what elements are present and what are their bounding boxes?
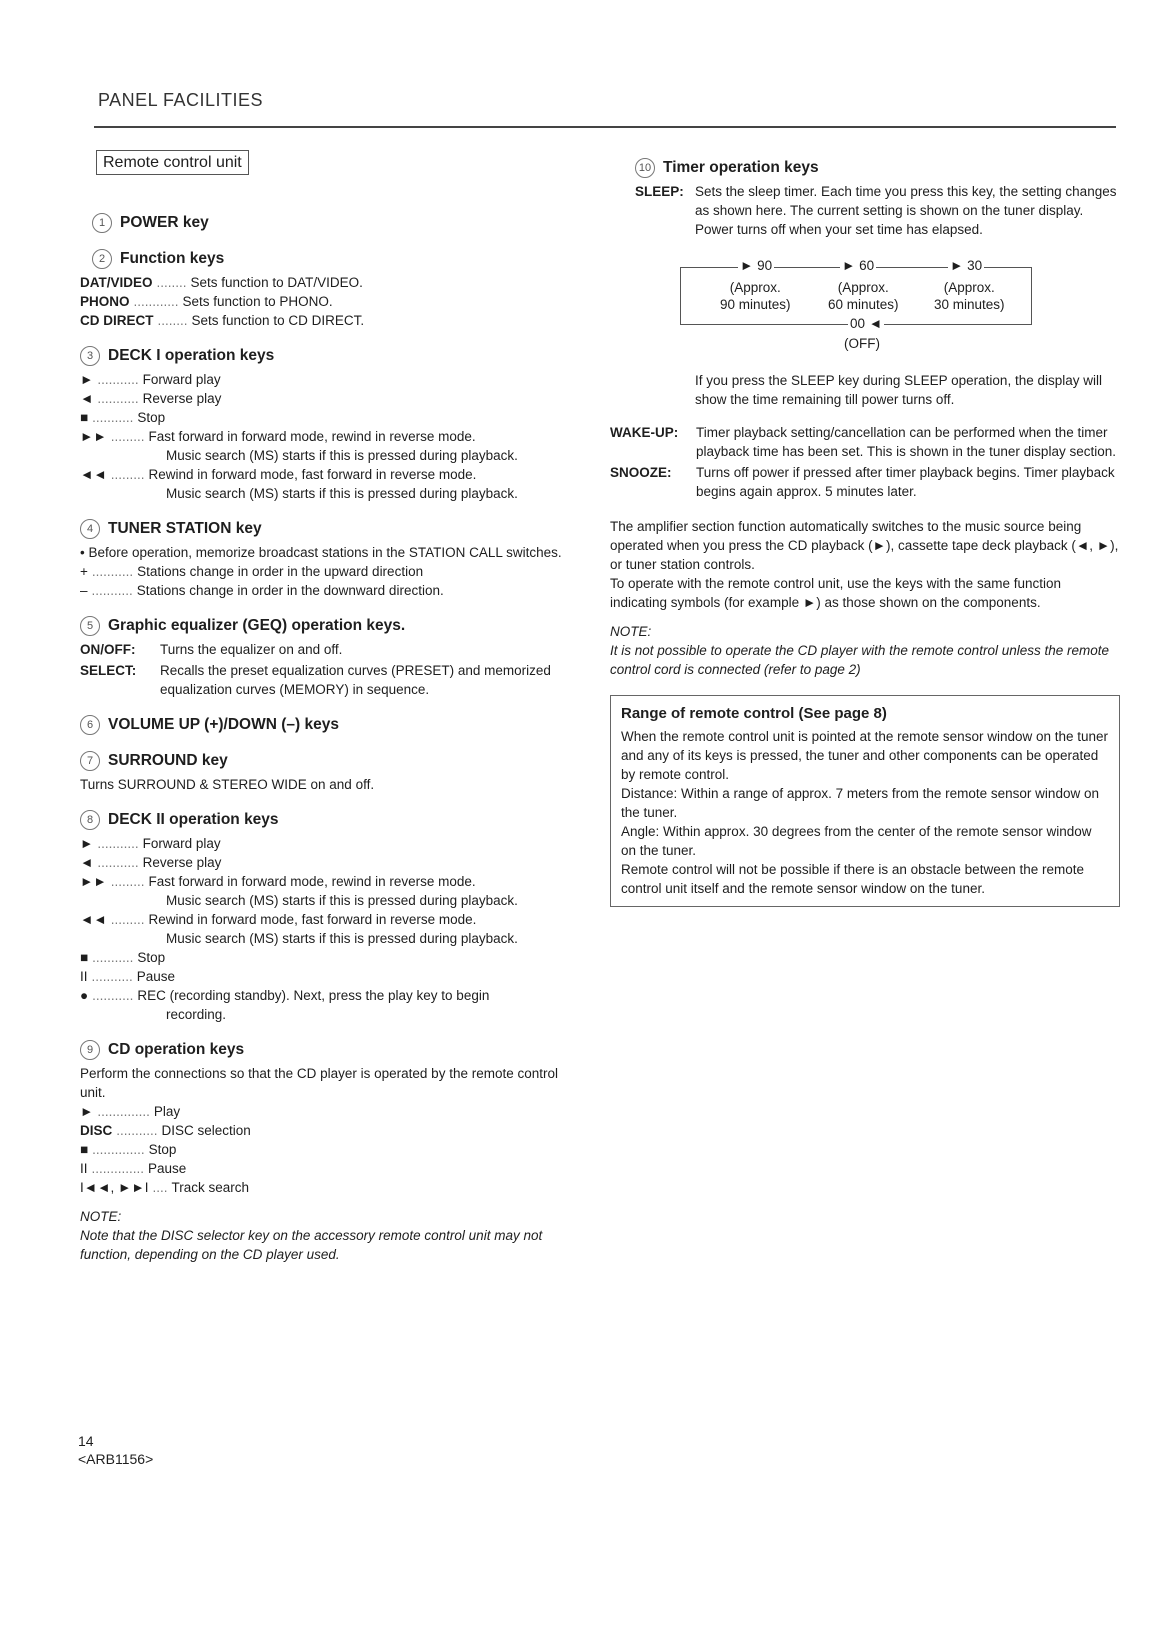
sleep-note: If you press the SLEEP key during SLEEP operation, the display will show the time remaining till power turns off.	[695, 373, 1102, 407]
list-item: ◄ ........... Reverse play	[80, 391, 222, 406]
list-item: ►► ......... Fast forward in forward mode, rewind in reverse mode.	[80, 874, 476, 889]
note-label: NOTE:	[610, 624, 652, 639]
range-text: Angle: Within approx. 30 degrees from the center of the remote sensor window on the tuner.	[621, 824, 1092, 858]
page-header: PANEL FACILITIES	[98, 90, 264, 110]
list-item: II .............. Pause	[80, 1161, 187, 1176]
list-item: I◄◄, ►►I .... Track search	[80, 1180, 249, 1195]
label-00: 00 ◄	[850, 316, 883, 331]
section-box-title: Remote control unit	[96, 150, 249, 175]
list-item: ■ ........... Stop	[80, 410, 166, 425]
item-number: 4	[80, 519, 100, 539]
item-number: 5	[80, 616, 100, 636]
list-item: DISC ........... DISC selection	[80, 1123, 251, 1138]
note-text: It is not possible to operate the CD player with the remote control unless the remote control cord is connected (refer to page 2)	[610, 643, 1110, 677]
deck1-title: DECK I operation keys	[108, 347, 275, 364]
list-item: ● ........... REC (recording standby). Next, press the play key to begin	[80, 988, 490, 1003]
timer-title: Timer operation keys	[663, 159, 819, 176]
range-box	[610, 695, 1120, 907]
item-number: 1	[92, 213, 112, 233]
list-item: ► ........... Forward play	[80, 372, 221, 387]
list-item: ► ........... Forward play	[80, 836, 221, 851]
label-off: (OFF)	[844, 336, 880, 351]
list-item: ◄◄ ......... Rewind in forward mode, fast forward in reverse mode.	[80, 467, 477, 482]
surround-title: SURROUND key	[108, 752, 228, 769]
list-item: ◄◄ ......... Rewind in forward mode, fast forward in reverse mode.	[80, 912, 477, 927]
item-number: 2	[92, 249, 112, 269]
list-item: ► .............. Play	[80, 1104, 181, 1119]
item-number: 8	[80, 810, 100, 830]
note-label: NOTE:	[80, 1209, 122, 1224]
surround-text: Turns SURROUND & STEREO WIDE on and off.	[80, 777, 375, 792]
list-item: CD DIRECT ........ Sets function to CD DIRECT.	[80, 313, 365, 328]
list-item-continuation: recording.	[166, 1007, 227, 1022]
list-item: DAT/VIDEO ........ Sets function to DAT/VIDEO.	[80, 275, 363, 290]
power-section	[80, 213, 570, 233]
label-60: ► 60	[842, 258, 875, 273]
tuner-title: TUNER STATION key	[108, 520, 262, 537]
snooze-definition: SNOOZE: Turns off power if pressed after timer playback begins. Timer playback begins again approx. 5 minutes later.	[610, 465, 1115, 499]
item-number: 3	[80, 346, 100, 366]
geq-section	[80, 616, 570, 699]
header-rule	[94, 126, 1116, 128]
cd-title: CD operation keys	[108, 1041, 245, 1058]
left-column	[80, 150, 570, 1264]
paragraph: To operate with the remote control unit, use the keys with the same function indicating symbols (for example ►) as those shown on the components.	[610, 576, 1061, 610]
page-footer	[78, 1432, 153, 1468]
list-item: ■ ........... Stop	[80, 950, 166, 965]
tuner-bullet: • Before operation, memorize broadcast stations in the STATION CALL switches.	[80, 545, 562, 560]
power-title: POWER key	[120, 214, 209, 231]
deck2-title: DECK II operation keys	[108, 811, 279, 828]
paragraph: The amplifier section function automatically switches to the music source being operated when you press the CD playback (►), cassette tape deck playback (◄, ►), or tuner station controls.	[610, 519, 1119, 572]
list-item: ■ .............. Stop	[80, 1142, 177, 1157]
sleep-cycle-diagram	[680, 257, 1060, 357]
range-text: When the remote control unit is pointed at the remote sensor window on the tuner and any of its keys is pressed, the tuner and other components can be operated by remote control.	[621, 729, 1109, 782]
list-item: SELECT: Recalls the preset equalization curves (PRESET) and memorized equalization curves (MEMORY) in sequence.	[80, 663, 551, 697]
item-number: 7	[80, 751, 100, 771]
note-text: Note that the DISC selector key on the accessory remote control unit may not function, depending on the CD player used.	[80, 1228, 543, 1262]
label-90-desc: (Approx. 90 minutes)	[720, 280, 791, 312]
list-item: ◄ ........... Reverse play	[80, 855, 222, 870]
function-title: Function keys	[120, 250, 225, 267]
label-30: ► 30	[950, 258, 983, 273]
item-number: 6	[80, 715, 100, 735]
document-code: <ARB1156>	[78, 1451, 154, 1467]
list-item: + ........... Stations change in order in the upward direction	[80, 564, 424, 579]
geq-title: Graphic equalizer (GEQ) operation keys.	[108, 617, 406, 634]
list-item: – ........... Stations change in order in the downward direction.	[80, 583, 444, 598]
volume-section	[80, 715, 570, 735]
wakeup-definition: WAKE-UP: Timer playback setting/cancellation can be performed when the timer playback time has been set. This is shown in the tuner display section.	[610, 425, 1116, 459]
sleep-definition: SLEEP: Sets the sleep timer. Each time you press this key, the setting changes as shown here. The current setting is shown on the tuner display. Power turns off when your set time has elapsed.	[635, 184, 1117, 237]
volume-title: VOLUME UP (+)/DOWN (–) keys	[108, 716, 339, 733]
item-number: 10	[635, 158, 655, 178]
cd-section	[80, 1040, 570, 1264]
list-item-continuation: Music search (MS) starts if this is pressed during playback.	[166, 448, 518, 463]
list-item: ►► ......... Fast forward in forward mode, rewind in reverse mode.	[80, 429, 476, 444]
tuner-section	[80, 519, 570, 600]
right-column	[610, 158, 1120, 907]
page-number: 14	[78, 1433, 94, 1449]
deck1-section	[80, 346, 570, 503]
cd-text: Perform the connections so that the CD player is operated by the remote control unit.	[80, 1066, 558, 1100]
list-item: ON/OFF: Turns the equalizer on and off.	[80, 642, 343, 657]
item-number: 9	[80, 1040, 100, 1060]
range-text: Distance: Within a range of approx. 7 meters from the remote sensor window on the tuner.	[621, 786, 1099, 820]
list-item: PHONO ............ Sets function to PHONO.	[80, 294, 333, 309]
label-30-desc: (Approx. 30 minutes)	[934, 280, 1005, 312]
function-section	[80, 249, 570, 330]
label-90: ► 90	[740, 258, 773, 273]
list-item-continuation: Music search (MS) starts if this is pressed during playback.	[166, 931, 518, 946]
list-item: II ........... Pause	[80, 969, 176, 984]
list-item-continuation: Music search (MS) starts if this is pressed during playback.	[166, 893, 518, 908]
list-item-continuation: Music search (MS) starts if this is pressed during playback.	[166, 486, 518, 501]
range-text: Remote control will not be possible if there is an obstacle between the remote control unit itself and the remote sensor window on the tuner.	[621, 862, 1085, 896]
surround-section	[80, 751, 570, 794]
range-title: Range of remote control (See page 8)	[621, 705, 887, 722]
label-60-desc: (Approx. 60 minutes)	[828, 280, 899, 312]
deck2-section	[80, 810, 570, 1024]
